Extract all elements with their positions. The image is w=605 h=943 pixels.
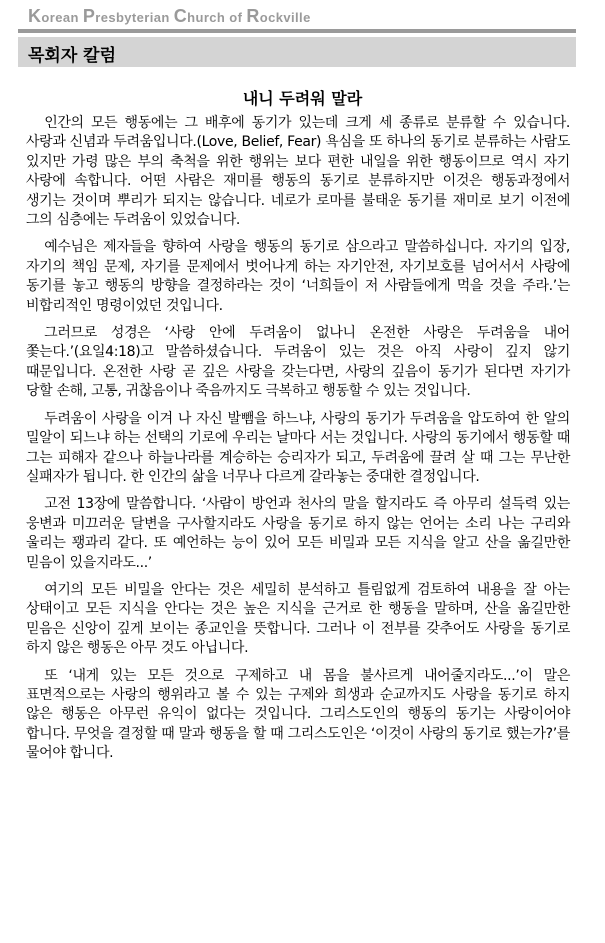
article-paragraph-6: 여기의 모든 비밀을 안다는 것은 세밀히 분석하고 틀림없게 검토하여 내용을 잘 아는 상태이고 모든 지식을 안다는 것은 높은 지식을 근거로 한 행동을 말하며, 산을 옮길만한 믿음은 신앙이 깊게 보이는 종교인을 뜻합니다. 그러나 이 전부를 갖추어도 사랑을 동기로 하지 않은 행동은 아무 것도 아닙니다. [26,581,570,657]
masthead-word-4: of [229,10,243,25]
article-paragraph-5: 고전 13장에 말씀합니다. ‘사람이 방언과 천사의 말을 할지라도 즉 아무리 설득력 있는 웅변과 미끄러운 달변을 구사할지라도 사랑을 동기로 하지 않는 언어는 소리 나는 구리와 울리는 꽹과리 같다. 또 예언하는 능이 있어 모든 비밀과 모든 지식을 알고 산을 옮길만한 믿음이 있을지라도...’ [26,496,570,571]
article-body [26,114,570,772]
header-divider [18,29,576,33]
article-title: 내니 두려워 말라 [242,89,363,108]
article-paragraph-3: 그러므로 성경은 ‘사랑 안에 두려움이 없나니 온전한 사랑은 두려움을 내어 쫓는다.’(요일4:18)고 말씀하셨습니다. 두려움이 있는 것은 아직 사랑이 깊지 않기 때문입니다. 온전한 사랑 곧 깊은 사랑을 갖는다면, 사랑의 깊음이 동기가 된다면 자기가 당할 손해, 고통, 귀찮음이나 죽음까지도 극복하고 행동할 수 있는 것입니다. [26,325,570,400]
article-paragraph-7: 또 ‘내게 있는 모든 것으로 구제하고 내 몸을 불사르게 내어줄지라도...’이 말은 표면적으로는 사랑의 행위라고 볼 수 있는 구제와 희생과 순교까지도 사랑을 동기로 하지 않은 행동은 아무런 유익이 없다는 것입니다. 그리스도인의 행동의 동기는 사랑이어야 합니다. 무엇을 결정할 때 말과 행동을 할 때 그리스도인은 ‘이것이 사랑의 동기로 했는가?’를 물어야 합니다. [26,667,570,762]
article-paragraph-4: 두려움이 사랑을 이겨 나 자신 발뺌을 하느냐, 사랑의 동기가 두려움을 압도하여 한 알의 밀알이 되느냐 하는 선택의 기로에 우리는 날마다 서는 것입니다. 사랑의 동기에서 행동할 때 그는 피해자 같으나 하늘나라를 계승하는 승리자가 되고, 두려움에 끌려 살 때 그는 무난한 실패자가 됩니다. 한 인간의 삶을 너무나 다르게 갈라놓는 중대한 결정입니다. [26,410,570,485]
church-name-header [28,6,311,28]
section-header-band [18,37,576,67]
masthead-word-3: Church [173,6,226,26]
masthead-word-5: Rockville [246,6,311,26]
masthead-word-2: Presbyterian [82,6,170,26]
section-title: 목회자 칼럼 [28,46,117,66]
article-paragraph-1: 인간의 모든 행동에는 그 배후에 동기가 있는데 크게 세 종류로 분류할 수 있습니다. 사랑과 신념과 두려움입니다.(Love, Belief, Fear) 욕심을 또 하나의 동기로 분류하는 사람도 있지만 가령 많은 부의 축척을 위한 행위는 보다 편한 내일을 위한 행동이므로 역시 자기 사랑에 속합니다. 어떤 사람은 재미를 행동의 동기로 분류하지만 이것은 행동과정에서 생기는 것이며 뿌리가 되지는 않습니다. 네로가 로마를 불태운 동기를 재미로 보기 이전에 그의 심층에는 두려움이 있었습니다. [26,115,570,229]
masthead-word-1: Korean [28,6,79,26]
article-paragraph-2: 예수님은 제자들을 향하여 사랑을 행동의 동기로 삼으라고 말씀하십니다. 자기의 입장, 자기의 책임 문제, 자기를 문제에서 벗어나게 하는 자기안전, 자기보호를 넘어서서 사랑에 동기를 놓고 행동의 방향을 결정하라는 것이 ‘너희들이 저 사람들에게 먹을 것을 주라.’는 비합리적인 명령이었던 것입니다. [26,239,570,314]
